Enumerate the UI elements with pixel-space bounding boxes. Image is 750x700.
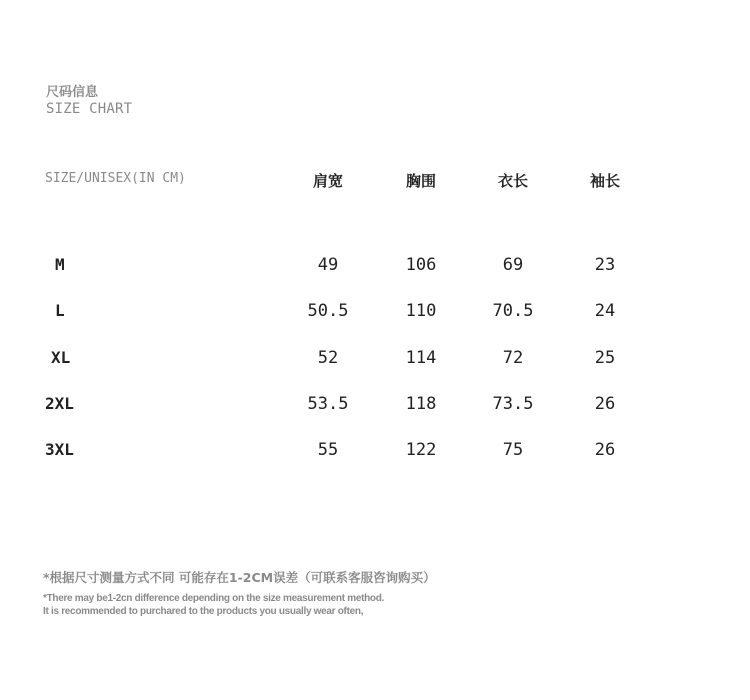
cell-shoulder: 55 [317, 440, 339, 460]
column-header-sleeve: 袖长 [589, 172, 620, 190]
cell-chest: 118 [405, 394, 437, 414]
note-chinese: *根据尺寸测量方式不同 可能存在1-2CM误差（可联系客服咨询购买） [43, 570, 436, 585]
title-english: SIZE CHART [46, 101, 133, 117]
cell-sleeve: 25 [594, 348, 616, 368]
row-size-label: M [55, 255, 65, 274]
title-chinese: 尺码信息 [46, 85, 99, 100]
note-english-line-1: *There may be1-2cn difference depending on the size measurement method. [43, 593, 385, 604]
cell-length: 73.5 [492, 394, 534, 414]
cell-sleeve: 26 [594, 440, 616, 460]
size-column-header: SIZE/UNISEX(IN CM) [45, 171, 186, 186]
column-header-shoulder: 肩宽 [312, 172, 343, 190]
cell-chest: 114 [405, 348, 437, 368]
cell-length: 69 [502, 255, 524, 275]
cell-shoulder: 53.5 [307, 394, 349, 414]
note-english-line-2: It is recommended to purchared to the products you usually wear often, [43, 606, 364, 617]
cell-length: 70.5 [492, 301, 534, 321]
cell-shoulder: 52 [317, 348, 339, 368]
cell-chest: 106 [405, 255, 437, 275]
row-size-label: 3XL [45, 440, 74, 459]
cell-chest: 110 [405, 301, 437, 321]
row-size-label: L [55, 301, 65, 320]
cell-shoulder: 50.5 [307, 301, 349, 321]
row-size-label: XL [51, 348, 71, 367]
cell-sleeve: 26 [594, 394, 616, 414]
row-size-label: 2XL [45, 394, 74, 413]
cell-length: 75 [502, 440, 524, 460]
cell-sleeve: 24 [594, 301, 616, 321]
column-header-chest: 胸围 [405, 172, 436, 190]
cell-length: 72 [502, 348, 524, 368]
cell-sleeve: 23 [594, 255, 616, 275]
cell-shoulder: 49 [317, 255, 339, 275]
cell-chest: 122 [405, 440, 437, 460]
column-header-length: 衣长 [497, 172, 528, 190]
